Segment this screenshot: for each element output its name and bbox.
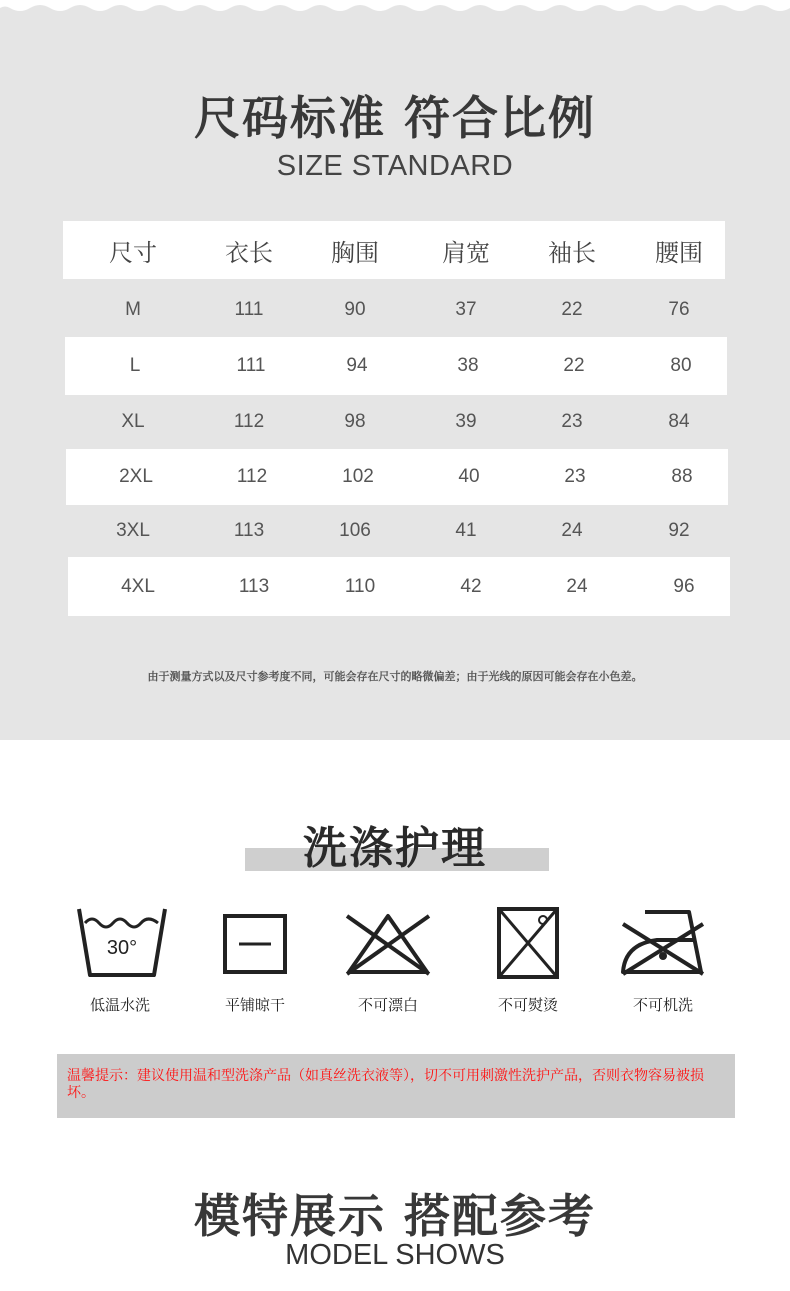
size-table — [63, 221, 730, 616]
table-cell: 110 — [344, 575, 376, 597]
model-subtitle: MODEL SHOWS — [285, 1239, 505, 1271]
care-tip-box — [57, 1054, 735, 1118]
table-cell: 111 — [236, 355, 266, 376]
table-cell: 4XL — [121, 575, 155, 597]
header-cell-length: 衣长 — [225, 238, 273, 267]
dry-flat-icon — [222, 913, 288, 975]
table-cell: 94 — [346, 355, 368, 376]
table-row — [63, 283, 725, 337]
wash-30-icon — [76, 905, 168, 979]
header-cell-chest: 胸围 — [331, 238, 379, 267]
table-cell: 112 — [236, 466, 268, 487]
table-cell: 39 — [455, 411, 477, 432]
table-row — [63, 395, 725, 449]
table-cell: 42 — [460, 575, 482, 597]
table-header-row — [63, 221, 725, 279]
table-cell: 76 — [668, 299, 690, 320]
no-machine-wash-icon — [617, 906, 709, 978]
table-cell: 102 — [342, 466, 374, 487]
size-note: 由于测量方式以及尺寸参考度不同，可能会存在尺寸的略微偏差；由于光线的原因可能会存在小色差。 — [147, 670, 643, 683]
table-cell: 41 — [455, 520, 477, 541]
model-title: 模特展示 搭配参考 — [193, 1189, 596, 1243]
table-cell: 92 — [668, 520, 690, 541]
table-cell: 22 — [563, 355, 585, 376]
table-cell: 90 — [344, 299, 366, 320]
table-row — [68, 557, 730, 616]
header-cell-waist: 腰围 — [655, 238, 703, 267]
size-subtitle: SIZE STANDARD — [276, 150, 514, 182]
table-cell: XL — [121, 411, 145, 432]
table-cell: 3XL — [116, 520, 150, 541]
header-cell-shoulder: 肩宽 — [442, 238, 490, 267]
care-tip-text: 温馨提示：建议使用温和型洗涤产品（如真丝洗衣液等），切不可用刺激性洗护产品，否则衣物容易被损坏。 — [67, 1068, 704, 1101]
table-row — [66, 449, 728, 505]
care-title: 洗涤护理 — [303, 823, 487, 874]
table-cell: 84 — [668, 411, 690, 432]
care-label-dry: 平铺晾干 — [224, 996, 285, 1014]
no-iron-icon — [496, 906, 560, 980]
table-cell: L — [129, 355, 141, 376]
header-cell-sleeve: 袖长 — [548, 238, 596, 267]
care-label-wash: 低温水洗 — [89, 996, 150, 1014]
table-cell: 112 — [233, 411, 265, 432]
table-cell: 40 — [458, 466, 480, 487]
table-cell: 24 — [566, 575, 588, 597]
table-cell: 98 — [344, 411, 366, 432]
care-label-iron: 不可熨烫 — [497, 996, 558, 1014]
table-cell: 113 — [233, 520, 265, 541]
table-cell: 113 — [238, 575, 270, 597]
wash-temp-label: 30° — [106, 937, 138, 959]
table-cell: 88 — [671, 466, 693, 487]
wavy-edge — [0, 0, 790, 16]
table-cell: 24 — [561, 520, 583, 541]
table-cell: 37 — [455, 299, 477, 320]
table-cell: 22 — [561, 299, 583, 320]
table-cell: 111 — [234, 299, 264, 320]
table-cell: 96 — [673, 575, 695, 597]
table-cell: 23 — [561, 411, 583, 432]
table-cell: 80 — [670, 355, 692, 376]
care-label-bleach: 不可漂白 — [357, 996, 418, 1014]
table-cell: 23 — [564, 466, 586, 487]
table-row — [65, 337, 727, 395]
table-cell: M — [125, 299, 141, 320]
size-title: 尺码标准 符合比例 — [193, 91, 596, 145]
header-cell-size: 尺寸 — [109, 238, 157, 267]
care-label-machine: 不可机洗 — [632, 996, 693, 1014]
table-cell: 38 — [457, 355, 479, 376]
table-cell: 106 — [339, 520, 371, 541]
table-cell: 2XL — [119, 466, 153, 487]
table-row — [63, 505, 725, 557]
no-bleach-icon — [343, 910, 433, 978]
